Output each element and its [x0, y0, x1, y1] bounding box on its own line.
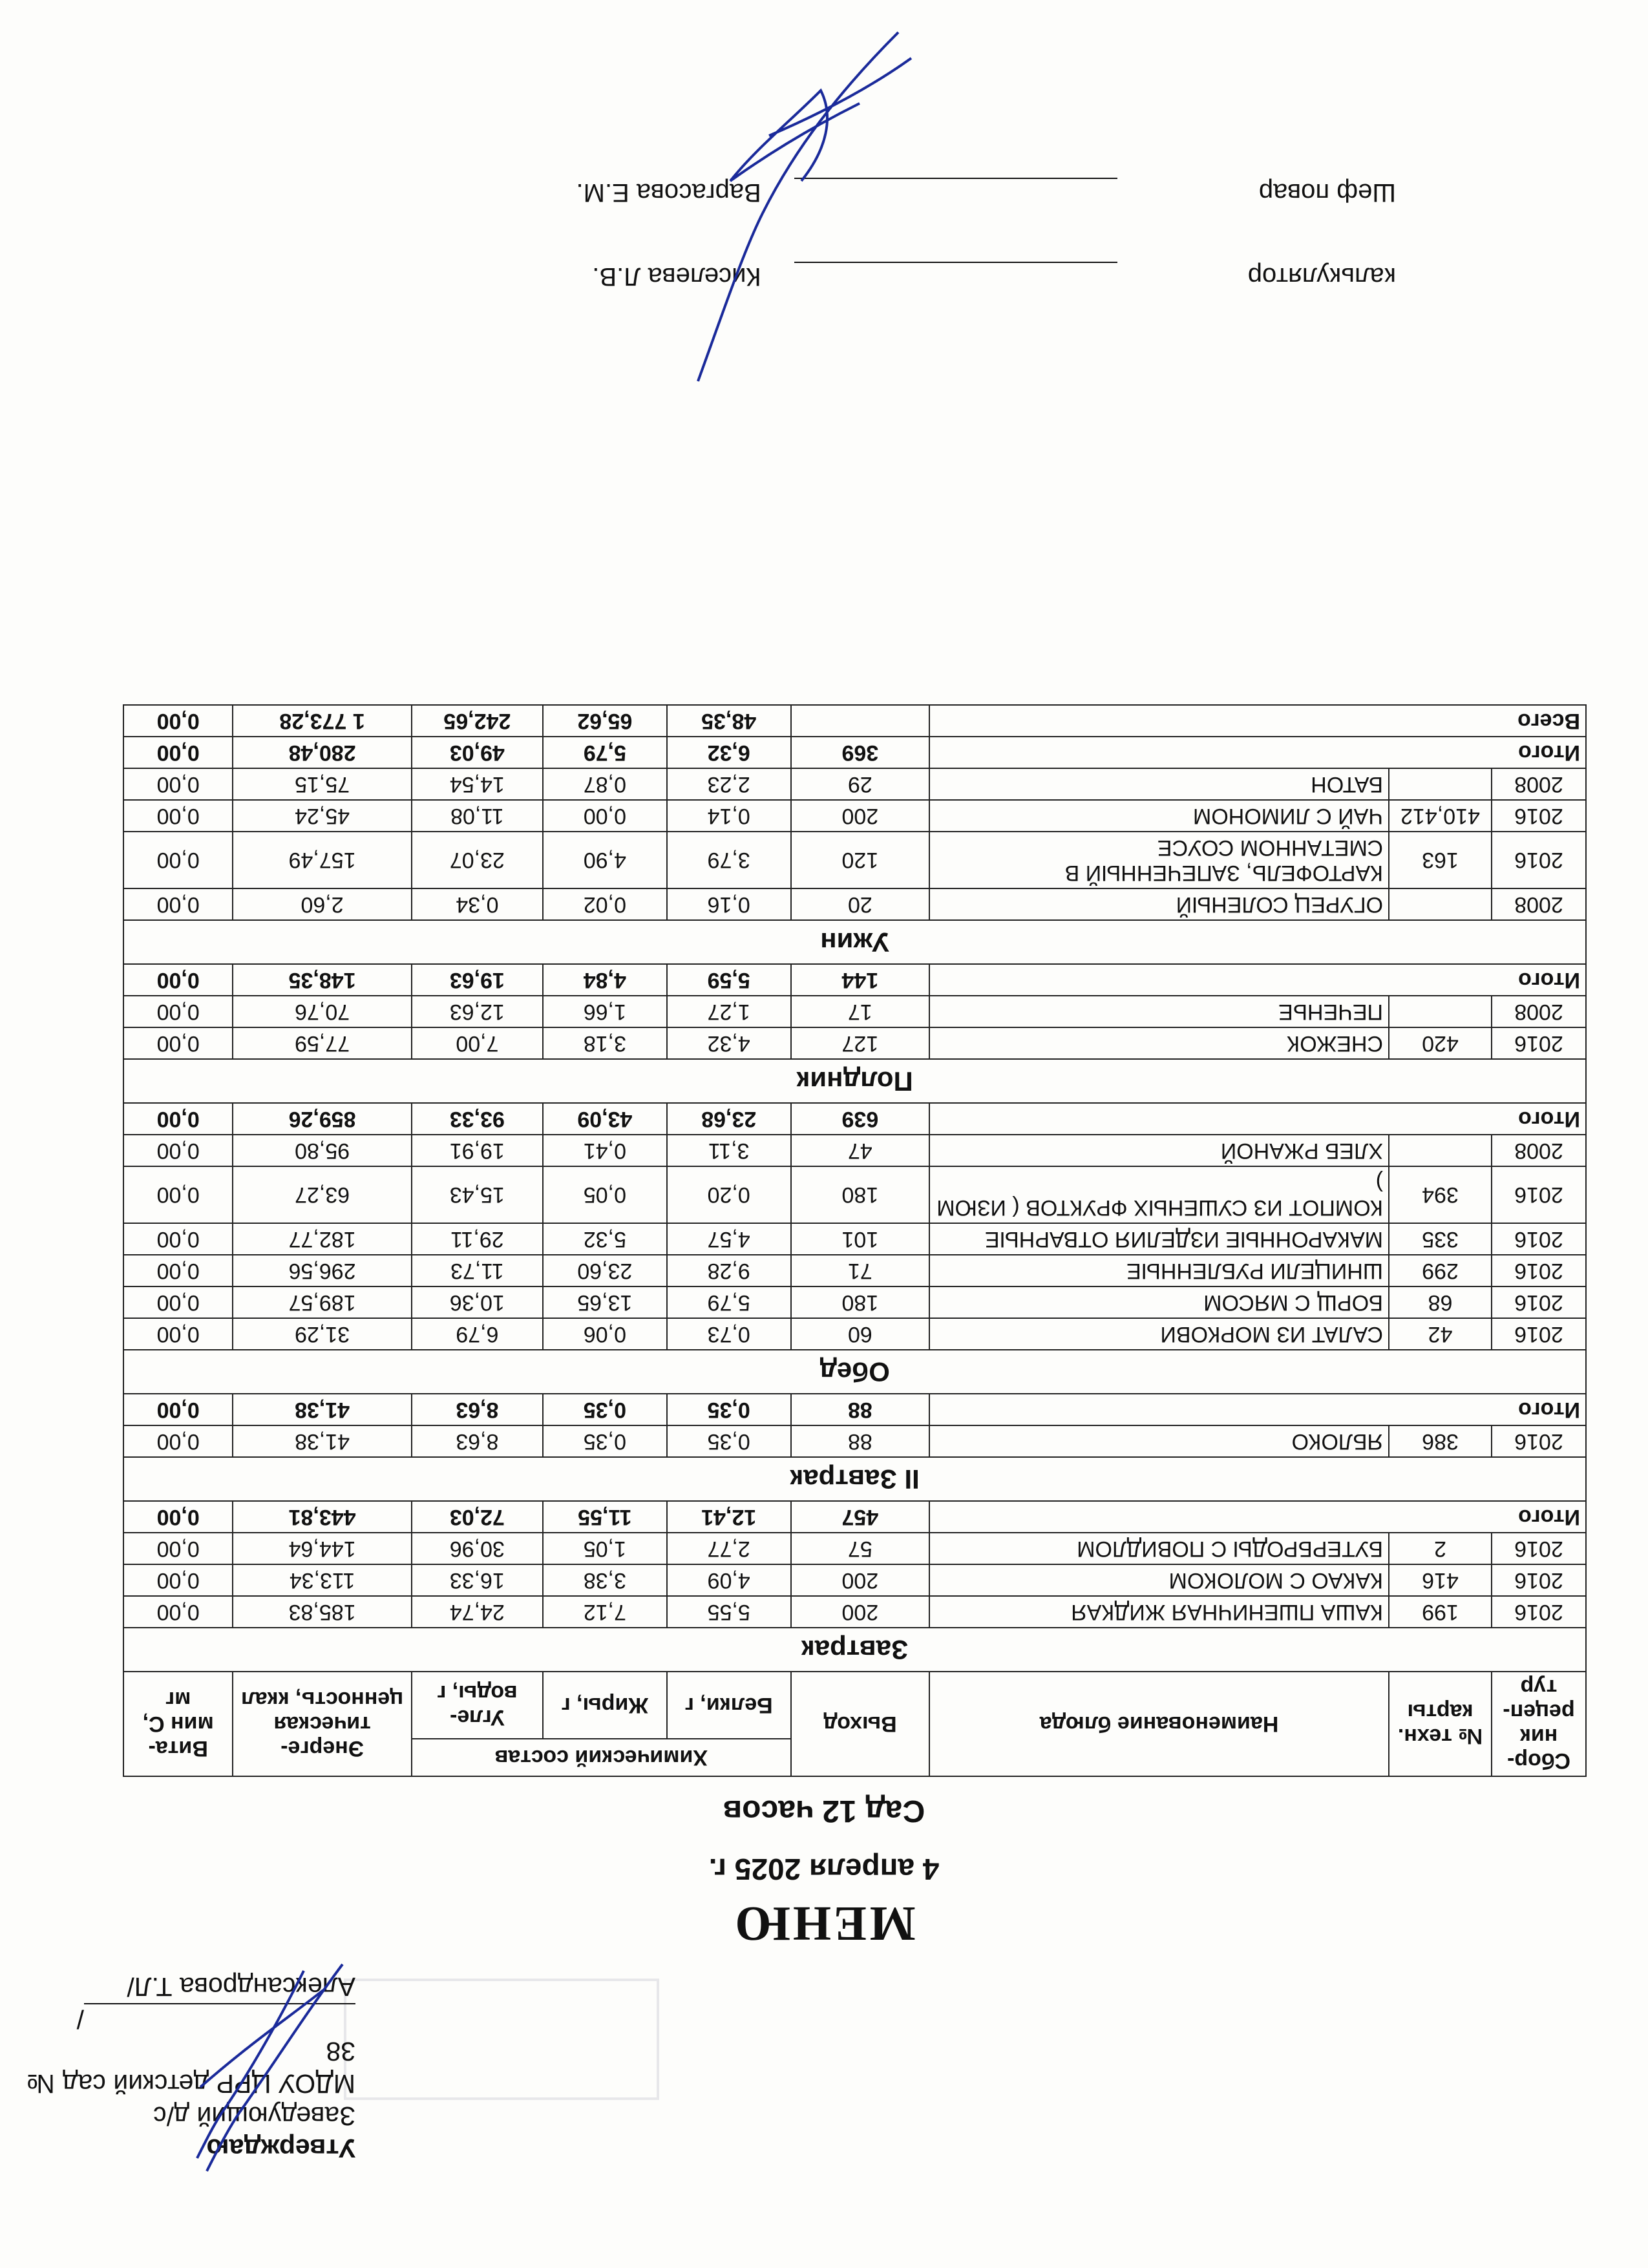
grand-total-output: [791, 705, 929, 737]
cell-energy: 2,60: [233, 888, 411, 920]
cell-protein: 4,32: [667, 1027, 791, 1059]
cell-vitamin: 0,00: [123, 1286, 233, 1318]
cell-vitamin: 0,00: [123, 800, 233, 832]
cell-output: 200: [791, 800, 929, 832]
total-carbs: 93,33: [412, 1103, 543, 1135]
table-row: [123, 1564, 1586, 1596]
cell-collection: 2008: [1492, 888, 1586, 920]
cell-output: 127: [791, 1027, 929, 1059]
cell-fat: 5,32: [543, 1223, 667, 1255]
cell-energy: 113,34: [233, 1564, 411, 1596]
cell-fat: 7,12: [543, 1596, 667, 1628]
cell-carbs: 14,54: [412, 768, 543, 800]
total-label: Итого: [929, 1103, 1586, 1135]
total-label: Итого: [929, 737, 1586, 768]
cell-collection: 2016: [1492, 1425, 1586, 1457]
cell-card-no: [1389, 768, 1492, 800]
cell-fat: 1,05: [543, 1533, 667, 1564]
cell-energy: 182,77: [233, 1223, 411, 1255]
cell-dish-name: ХЛЕБ РЖАНОЙ: [929, 1135, 1389, 1166]
cell-energy: 45,24: [233, 800, 411, 832]
menu-table: [123, 704, 1587, 1777]
approval-signer: /Александрова Т.Л/: [76, 1972, 355, 2034]
total-fat: 43,09: [543, 1103, 667, 1135]
cell-carbs: 8,63: [412, 1425, 543, 1457]
meal-name: II Завтрак: [123, 1457, 1586, 1501]
cell-energy: 41,38: [233, 1425, 411, 1457]
header-vitamin: Вита-мин С, мг: [123, 1672, 233, 1776]
cell-card-no: 420: [1389, 1027, 1492, 1059]
cell-dish-name: ШНИЦЕЛИ РУБЛЕННЫЕ: [929, 1255, 1389, 1286]
cell-vitamin: 0,00: [123, 1166, 233, 1223]
cell-energy: 63,27: [233, 1166, 411, 1223]
calculator-chef-signature: [666, 19, 937, 394]
cell-output: 29: [791, 768, 929, 800]
cell-output: 60: [791, 1318, 929, 1350]
approval-label: Утверждаю: [206, 2134, 355, 2163]
total-row: [123, 1394, 1586, 1425]
cell-dish-name: КАША ПШЕНИЧНАЯ ЖИДКАЯ: [929, 1596, 1389, 1628]
cell-output: 200: [791, 1564, 929, 1596]
header-chemical-composition: Химический состав: [412, 1739, 791, 1776]
total-label: Итого: [929, 1394, 1586, 1425]
cell-carbs: 19,91: [412, 1135, 543, 1166]
grand-total-vitamin: 0,00: [123, 705, 233, 737]
cell-card-no: 2: [1389, 1533, 1492, 1564]
cell-energy: 157,49: [233, 832, 411, 888]
cell-collection: 2008: [1492, 996, 1586, 1027]
cell-protein: 4,09: [667, 1564, 791, 1596]
cell-output: 180: [791, 1166, 929, 1223]
total-label: Итого: [929, 964, 1586, 996]
cell-vitamin: 0,00: [123, 888, 233, 920]
total-carbs: 8,63: [412, 1394, 543, 1425]
cell-carbs: 24,74: [412, 1596, 543, 1628]
cell-card-no: 199: [1389, 1596, 1492, 1628]
cell-output: 200: [791, 1596, 929, 1628]
cell-fat: 1,66: [543, 996, 667, 1027]
table-row: [123, 1596, 1586, 1628]
header-fat: Жиры, г: [543, 1672, 667, 1739]
total-output: 88: [791, 1394, 929, 1425]
cell-fat: 0,00: [543, 800, 667, 832]
director-signature: [168, 1951, 381, 2184]
total-vitamin: 0,00: [123, 1103, 233, 1135]
cell-dish-name: ЯБЛОКО: [929, 1425, 1389, 1457]
cell-dish-name: МАКАРОННЫЕ ИЗДЕЛИЯ ОТВАРНЫЕ: [929, 1223, 1389, 1255]
cell-vitamin: 0,00: [123, 1255, 233, 1286]
total-energy: 148,35: [233, 964, 411, 996]
signature-person: Киселева Л.В.: [592, 262, 761, 291]
cell-card-no: 68: [1389, 1286, 1492, 1318]
cell-fat: 0,35: [543, 1425, 667, 1457]
cell-energy: 77,59: [233, 1027, 411, 1059]
cell-fat: 4,90: [543, 832, 667, 888]
cell-energy: 31,29: [233, 1318, 411, 1350]
total-label: Итого: [929, 1501, 1586, 1533]
total-protein: 12,41: [667, 1501, 791, 1533]
cell-vitamin: 0,00: [123, 1027, 233, 1059]
cell-collection: 2008: [1492, 768, 1586, 800]
cell-dish-name: БОРЩ С МЯСОМ: [929, 1286, 1389, 1318]
total-carbs: 72,03: [412, 1501, 543, 1533]
cell-fat: 0,41: [543, 1135, 667, 1166]
cell-collection: 2016: [1492, 1166, 1586, 1223]
total-protein: 6,32: [667, 737, 791, 768]
table-row: [123, 1255, 1586, 1286]
header-carbs: Угле-воды, г: [412, 1672, 543, 1739]
cell-fat: 23,60: [543, 1255, 667, 1286]
cell-card-no: [1389, 996, 1492, 1027]
cell-energy: 185,83: [233, 1596, 411, 1628]
cell-vitamin: 0,00: [123, 1318, 233, 1350]
meal-name: Завтрак: [123, 1628, 1586, 1672]
cell-output: 120: [791, 832, 929, 888]
total-vitamin: 0,00: [123, 964, 233, 996]
cell-dish-name: КАРТОФЕЛЬ, ЗАПЕЧЕННЫЙ В СМЕТАННОМ СОУСЕ: [929, 832, 1389, 888]
approval-organization: МДОУ ЦРР детский сад № 38: [26, 2037, 355, 2099]
header-dish-name: Наименование блюда: [929, 1672, 1389, 1776]
total-carbs: 49,03: [412, 737, 543, 768]
grand-total-fat: 65,62: [543, 705, 667, 737]
table-row: [123, 1533, 1586, 1564]
cell-carbs: 15,43: [412, 1166, 543, 1223]
cell-card-no: 394: [1389, 1166, 1492, 1223]
total-fat: 4,84: [543, 964, 667, 996]
total-vitamin: 0,00: [123, 1501, 233, 1533]
cell-output: 180: [791, 1286, 929, 1318]
total-row: [123, 964, 1586, 996]
cell-vitamin: 0,00: [123, 832, 233, 888]
cell-dish-name: БУТЕРБРОДЫ С ПОВИДЛОМ: [929, 1533, 1389, 1564]
cell-dish-name: ПЕЧЕНЬЕ: [929, 996, 1389, 1027]
cell-dish-name: КОМПОТ ИЗ СУШЕНЫХ ФРУКТОВ ( ИЗЮМ ): [929, 1166, 1389, 1223]
cell-protein: 2,23: [667, 768, 791, 800]
cell-output: 57: [791, 1533, 929, 1564]
cell-carbs: 30,96: [412, 1533, 543, 1564]
cell-dish-name: ЧАЙ С ЛИМОНОМ: [929, 800, 1389, 832]
cell-card-no: [1389, 1135, 1492, 1166]
total-vitamin: 0,00: [123, 737, 233, 768]
grand-total-label: Всего: [929, 705, 1586, 737]
table-row: [123, 888, 1586, 920]
cell-protein: 1,27: [667, 996, 791, 1027]
cell-energy: 144,64: [233, 1533, 411, 1564]
cell-vitamin: 0,00: [123, 1596, 233, 1628]
cell-collection: 2016: [1492, 1286, 1586, 1318]
cell-carbs: 12,63: [412, 996, 543, 1027]
total-fat: 5,79: [543, 737, 667, 768]
cell-carbs: 0,34: [412, 888, 543, 920]
table-row: [123, 768, 1586, 800]
cell-energy: 75,15: [233, 768, 411, 800]
faint-stamp-outline: [344, 1979, 659, 2100]
meal-name: Полдник: [123, 1059, 1586, 1103]
cell-fat: 0,05: [543, 1166, 667, 1223]
cell-protein: 4,57: [667, 1223, 791, 1255]
cell-carbs: 11,08: [412, 800, 543, 832]
document-subtitle: Сад 12 часов: [723, 1794, 925, 1828]
table-row: [123, 1027, 1586, 1059]
grand-total-protein: 48,35: [667, 705, 791, 737]
cell-collection: 2008: [1492, 1135, 1586, 1166]
cell-carbs: 10,36: [412, 1286, 543, 1318]
cell-fat: 3,38: [543, 1564, 667, 1596]
cell-card-no: 163: [1389, 832, 1492, 888]
approval-position: Заведующий д/с: [153, 2101, 355, 2131]
cell-collection: 2016: [1492, 800, 1586, 832]
total-carbs: 19,63: [412, 964, 543, 996]
cell-fat: 0,06: [543, 1318, 667, 1350]
cell-output: 17: [791, 996, 929, 1027]
total-energy: 443,81: [233, 1501, 411, 1533]
cell-vitamin: 0,00: [123, 1425, 233, 1457]
cell-protein: 5,79: [667, 1286, 791, 1318]
cell-protein: 0,16: [667, 888, 791, 920]
cell-protein: 9,28: [667, 1255, 791, 1286]
total-energy: 859,26: [233, 1103, 411, 1135]
cell-output: 88: [791, 1425, 929, 1457]
header-output: Выход: [791, 1672, 929, 1776]
table-row: [123, 1286, 1586, 1318]
cell-dish-name: БАТОН: [929, 768, 1389, 800]
total-output: 144: [791, 964, 929, 996]
meal-section-row: [123, 1059, 1586, 1103]
table-row: [123, 1135, 1586, 1166]
total-output: 639: [791, 1103, 929, 1135]
meal-name: Обед: [123, 1350, 1586, 1394]
table-row: [123, 800, 1586, 832]
signature-role: калькулятор: [1247, 262, 1396, 291]
total-row: [123, 1103, 1586, 1135]
cell-collection: 2016: [1492, 1533, 1586, 1564]
cell-protein: 0,14: [667, 800, 791, 832]
cell-collection: 2016: [1492, 1255, 1586, 1286]
cell-card-no: [1389, 888, 1492, 920]
cell-collection: 2016: [1492, 1223, 1586, 1255]
cell-vitamin: 0,00: [123, 996, 233, 1027]
table-row: [123, 1318, 1586, 1350]
total-energy: 41,38: [233, 1394, 411, 1425]
signature-person: Варгасова Е.М.: [576, 178, 761, 207]
cell-output: 47: [791, 1135, 929, 1166]
grand-total-row: [123, 705, 1586, 737]
cell-output: 101: [791, 1223, 929, 1255]
cell-card-no: 42: [1389, 1318, 1492, 1350]
cell-fat: 3,18: [543, 1027, 667, 1059]
grand-total-energy: 1 773,28: [233, 705, 411, 737]
table-row: [123, 996, 1586, 1027]
cell-collection: 2016: [1492, 1318, 1586, 1350]
meal-section-row: [123, 920, 1586, 964]
cell-fat: 0,02: [543, 888, 667, 920]
meal-section-row: [123, 1350, 1586, 1394]
table-row: [123, 1166, 1586, 1223]
total-output: 457: [791, 1501, 929, 1533]
cell-protein: 3,11: [667, 1135, 791, 1166]
cell-card-no: 386: [1389, 1425, 1492, 1457]
meal-section-row: [123, 1628, 1586, 1672]
cell-carbs: 6,79: [412, 1318, 543, 1350]
cell-dish-name: ОГУРЕЦ СОЛЕНЫЙ: [929, 888, 1389, 920]
cell-carbs: 7,00: [412, 1027, 543, 1059]
cell-vitamin: 0,00: [123, 1564, 233, 1596]
meal-section-row: [123, 1457, 1586, 1501]
header-protein: Белки, г: [667, 1672, 791, 1739]
total-protein: 5,59: [667, 964, 791, 996]
cell-vitamin: 0,00: [123, 1533, 233, 1564]
cell-card-no: 335: [1389, 1223, 1492, 1255]
cell-collection: 2016: [1492, 1564, 1586, 1596]
total-fat: 11,55: [543, 1501, 667, 1533]
cell-dish-name: САЛАТ ИЗ МОРКОВИ: [929, 1318, 1389, 1350]
total-protein: 0,35: [667, 1394, 791, 1425]
document-title: МЕНЮ: [732, 1896, 916, 1951]
total-vitamin: 0,00: [123, 1394, 233, 1425]
cell-energy: 296,56: [233, 1255, 411, 1286]
cell-energy: 70,76: [233, 996, 411, 1027]
cell-protein: 2,77: [667, 1533, 791, 1564]
cell-energy: 95,80: [233, 1135, 411, 1166]
cell-vitamin: 0,00: [123, 768, 233, 800]
cell-card-no: 410,412: [1389, 800, 1492, 832]
cell-protein: 0,73: [667, 1318, 791, 1350]
document-date: 4 апреля 2025 г.: [708, 1853, 940, 1886]
grand-total-carbs: 242,65: [412, 705, 543, 737]
cell-dish-name: СНЕЖОК: [929, 1027, 1389, 1059]
cell-protein: 0,20: [667, 1166, 791, 1223]
total-row: [123, 1501, 1586, 1533]
total-output: 369: [791, 737, 929, 768]
cell-collection: 2016: [1492, 1027, 1586, 1059]
cell-card-no: 299: [1389, 1255, 1492, 1286]
header-energy: Энерге-тическая ценность, ккал: [233, 1672, 411, 1776]
signature-role: Шеф повар: [1258, 178, 1396, 207]
cell-energy: 189,57: [233, 1286, 411, 1318]
cell-protein: 5,55: [667, 1596, 791, 1628]
cell-carbs: 16,33: [412, 1564, 543, 1596]
cell-protein: 0,35: [667, 1425, 791, 1457]
total-fat: 0,35: [543, 1394, 667, 1425]
header-collection: Сбор-ник рецеп-тур: [1492, 1672, 1586, 1776]
cell-vitamin: 0,00: [123, 1223, 233, 1255]
cell-carbs: 23,07: [412, 832, 543, 888]
cell-output: 20: [791, 888, 929, 920]
table-row: [123, 1223, 1586, 1255]
cell-fat: 0,87: [543, 768, 667, 800]
table-row: [123, 1425, 1586, 1457]
total-protein: 23,68: [667, 1103, 791, 1135]
cell-vitamin: 0,00: [123, 1135, 233, 1166]
table-row: [123, 832, 1586, 888]
meal-name: Ужин: [123, 920, 1586, 964]
total-row: [123, 737, 1586, 768]
cell-carbs: 11,73: [412, 1255, 543, 1286]
cell-collection: 2016: [1492, 832, 1586, 888]
total-energy: 280,48: [233, 737, 411, 768]
cell-collection: 2016: [1492, 1596, 1586, 1628]
cell-carbs: 29,11: [412, 1223, 543, 1255]
cell-protein: 3,79: [667, 832, 791, 888]
cell-fat: 13,65: [543, 1286, 667, 1318]
header-card-no: № техн. карты: [1389, 1672, 1492, 1776]
cell-dish-name: КАКАО С МОЛОКОМ: [929, 1564, 1389, 1596]
cell-card-no: 416: [1389, 1564, 1492, 1596]
cell-output: 71: [791, 1255, 929, 1286]
menu-table-body: [123, 705, 1586, 1672]
